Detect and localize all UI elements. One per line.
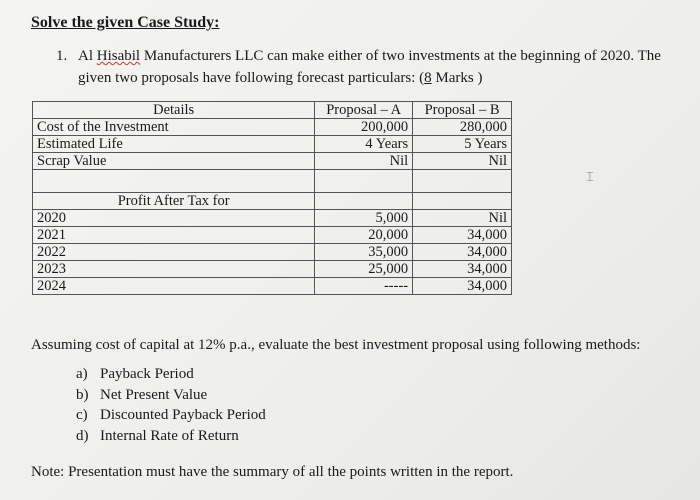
list-marker: b): [76, 386, 89, 403]
question-text-segment: Al: [78, 48, 97, 64]
year-label: 2020: [33, 210, 315, 227]
method-text: Payback Period: [100, 366, 194, 382]
question-text-line-1: [78, 48, 661, 65]
spacer-cell: [413, 170, 512, 193]
method-text: Net Present Value: [100, 386, 208, 403]
proposal-b-profit: Nil: [413, 210, 512, 227]
proposal-b-profit: 34,000: [413, 227, 512, 244]
year-label: 2024: [33, 278, 315, 295]
proposal-a-profit: 20,000: [315, 227, 413, 244]
empty-cell: [315, 193, 413, 210]
list-marker: a): [76, 366, 88, 382]
question-number: 1.: [56, 48, 68, 64]
assumption-text: Assuming cost of capital at 12% p.a., evaluate the best investment proposal using following methods:: [31, 337, 641, 353]
list-marker: c): [76, 407, 88, 423]
question-text-segment: Marks ): [431, 70, 483, 86]
list-item: [76, 387, 266, 408]
proposal-a-profit: -----: [315, 278, 413, 295]
table-header-row: [33, 102, 512, 119]
table-row: [33, 153, 512, 170]
list-item: [76, 407, 266, 428]
list-item: [76, 428, 266, 449]
spacer-cell: [315, 170, 413, 193]
proposals-table: [32, 101, 512, 295]
header-details: Details: [33, 102, 315, 119]
question-text-segment: given two proposals have following forecast particulars: (: [78, 70, 425, 86]
year-label: 2021: [33, 227, 315, 244]
header-proposal-b: Proposal – B: [413, 102, 512, 119]
table-row: [33, 261, 512, 278]
table-spacer-row: [33, 170, 512, 193]
table-row: [33, 136, 512, 153]
profit-after-tax-header: Profit After Tax for: [33, 193, 315, 210]
list-marker: d): [76, 427, 89, 444]
proposal-a-value: 200,000: [315, 119, 413, 136]
company-name-word: Hisabil: [96, 48, 141, 64]
row-label: Cost of the Investment: [33, 119, 315, 136]
list-item: [76, 366, 266, 387]
proposal-a-value: 4 Years: [315, 136, 413, 153]
proposal-b-profit: 34,000: [413, 278, 512, 295]
method-text: Internal Rate of Return: [100, 427, 239, 444]
proposal-b-value: 5 Years: [413, 136, 512, 153]
proposal-b-profit: 34,000: [413, 244, 512, 261]
proposal-b-value: 280,000: [413, 119, 512, 136]
table-row: [33, 244, 512, 261]
marks-value: 8: [424, 70, 432, 86]
spacer-cell: [33, 170, 315, 193]
case-study-heading: Solve the given Case Study:: [31, 14, 220, 31]
empty-cell: [413, 193, 512, 210]
proposal-a-value: Nil: [315, 153, 413, 170]
presentation-note: Note: Presentation must have the summary of all the points written in the report.: [31, 464, 514, 480]
proposal-a-profit: 25,000: [315, 261, 413, 278]
table-row: [33, 278, 512, 295]
proposal-b-profit: 34,000: [413, 261, 512, 278]
row-label: Scrap Value: [33, 153, 315, 170]
table-row: [33, 227, 512, 244]
methods-list: [76, 366, 266, 448]
row-label: Estimated Life: [33, 136, 315, 153]
header-proposal-a: Proposal – A: [315, 102, 413, 119]
proposal-a-profit: 5,000: [315, 210, 413, 227]
proposal-b-value: Nil: [413, 153, 512, 170]
proposal-a-profit: 35,000: [315, 244, 413, 261]
year-label: 2023: [33, 261, 315, 278]
table-row: [33, 210, 512, 227]
text-cursor-icon: ⌶: [586, 170, 594, 185]
profit-header-row: [33, 193, 512, 210]
question-text-line-2: [78, 70, 482, 87]
year-label: 2022: [33, 244, 315, 261]
method-text: Discounted Payback Period: [100, 407, 266, 423]
question-text-segment: Manufacturers LLC can make either of two investments at the beginning of 2020. The: [140, 48, 661, 64]
table-row: [33, 119, 512, 136]
